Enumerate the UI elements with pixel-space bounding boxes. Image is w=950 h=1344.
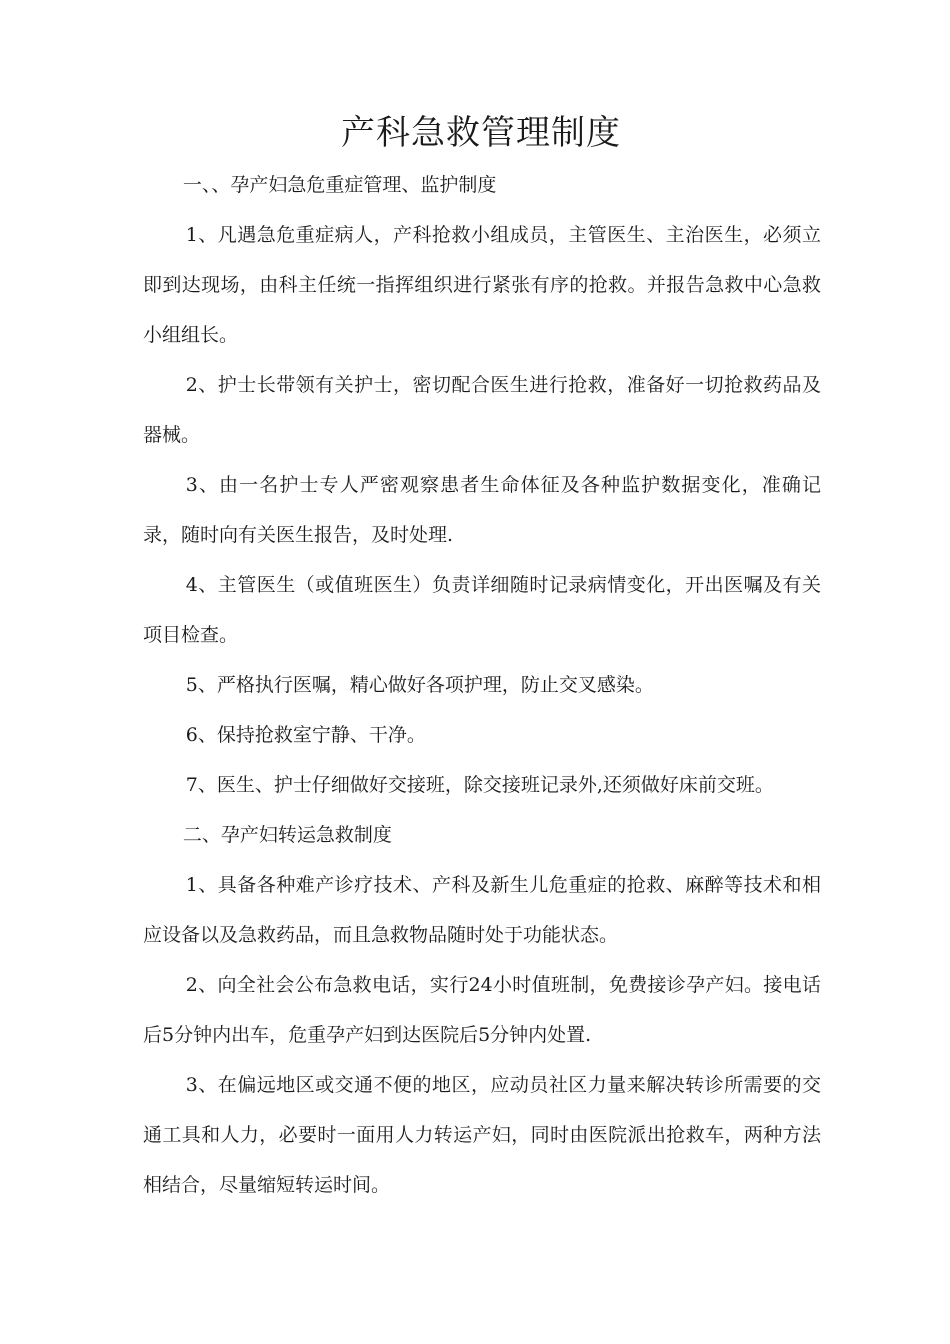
section-heading-1: 一、、孕产妇急危重症管理、监护制度	[182, 174, 497, 196]
paragraph-1-4: 4、主管医生（或值班医生）负责详细随时记录病情变化，开出医嘱及有关项目检查。	[143, 574, 821, 646]
paragraph-1-7: 7、医生、护士仔细做好交接班，除交接班记录外,还须做好床前交班。	[185, 774, 774, 796]
paragraph-2-3: 3、在偏远地区或交通不便的地区，应动员社区力量来解决转诊所需要的交通工具和人力，必要时一面用人力转运产妇，同时由医院派出抢救车，两种方法相结合，尽量缩短转运时间。	[143, 1074, 821, 1196]
document-body	[143, 160, 821, 1210]
section-heading-2: 二、孕产妇转运急救制度	[182, 824, 392, 846]
paragraph-1-3: 3、由一名护士专人严密观察患者生命体征及各种监护数据变化，准确记录，随时向有关医生报告，及时处理.	[143, 474, 821, 546]
paragraph-1-6: 6、保持抢救室宁静、干净。	[185, 724, 426, 746]
paragraph-1-2: 2、护士长带领有关护士，密切配合医生进行抢救，准备好一切抢救药品及器械。	[143, 374, 821, 446]
paragraph-1-5: 5、严格执行医嘱，精心做好各项护理，防止交叉感染。	[185, 674, 654, 696]
paragraph-1-1: 1、凡遇急危重症病人，产科抢救小组成员，主管医生、主治医生，必须立即到达现场，由科主任统一指挥组织进行紧张有序的抢救。并报告急救中心急救小组组长。	[143, 224, 821, 346]
paragraph-2-1: 1、具备各种难产诊疗技术、产科及新生儿危重症的抢救、麻醉等技术和相应设备以及急救药品，而且急救物品随时处于功能状态。	[143, 874, 821, 946]
document-title: 产科急救管理制度	[341, 113, 621, 153]
paragraph-2-2: 2、向全社会公布急救电话，实行24小时值班制，免费接诊孕产妇。接电话后5分钟内出车，危重孕产妇到达医院后5分钟内处置.	[143, 974, 821, 1046]
